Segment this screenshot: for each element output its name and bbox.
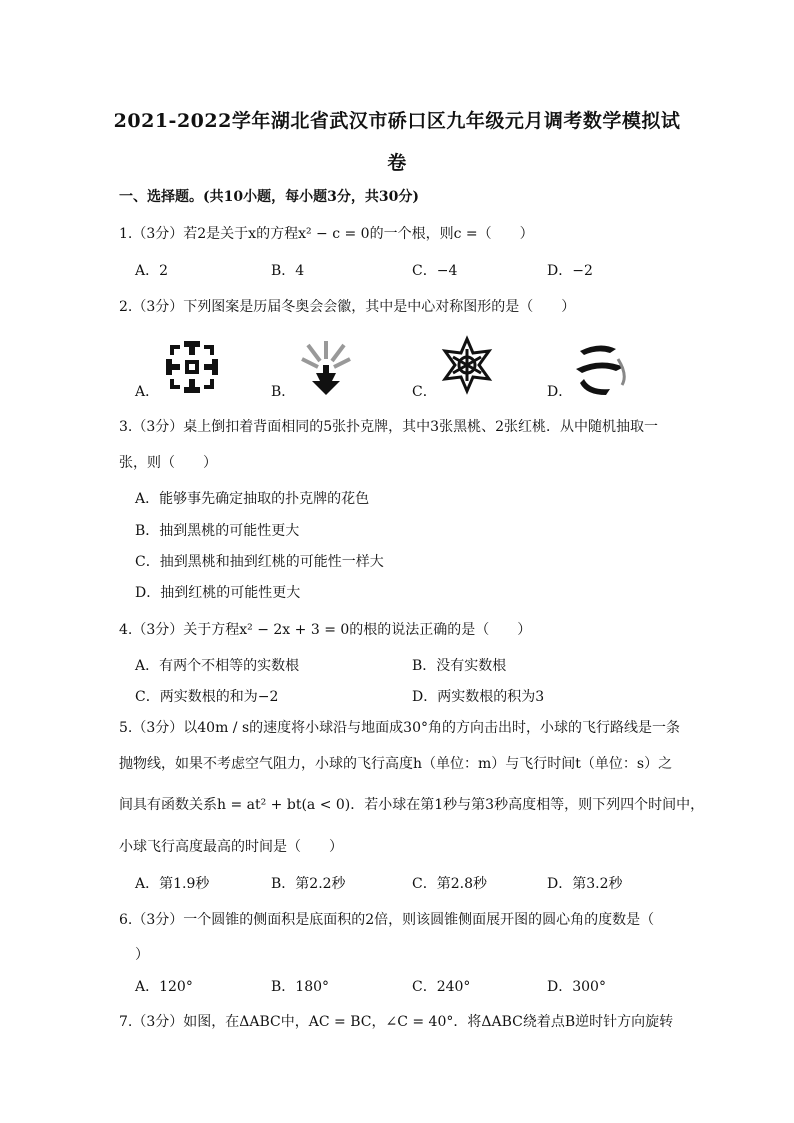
question-3-stem-line2: 张，则（ ）	[119, 455, 217, 471]
question-3-stem-line1: 3.（3分）桌上倒扣着背面相同的5张扑克牌，其中3张黑桃、2张红桃．从中随机抽取一	[119, 419, 658, 435]
section-heading: 一、选择题。(共10小题，每小题3分，共30分)	[119, 189, 419, 205]
q2-option-d: D．	[547, 384, 573, 400]
q3-option-a: A．能够事先确定抽取的扑克牌的花色	[135, 491, 370, 507]
q1-option-b: B．4	[271, 263, 305, 279]
page-title-line2: 卷	[387, 152, 407, 174]
q2-option-a: A．	[135, 384, 160, 400]
question-5-stem-line4: 小球飞行高度最高的时间是（ ）	[119, 839, 343, 855]
page-title-line1: 2021-2022学年湖北省武汉市硚口区九年级元月调考数学模拟试	[113, 110, 681, 132]
question-5-stem-line2: 抛物线，如果不考虑空气阻力，小球的飞行高度h（单位：m）与飞行时间t（单位：s）之	[119, 756, 673, 772]
q1-option-a: A．2	[135, 263, 169, 279]
q4-option-b: B．没有实数根	[412, 658, 507, 674]
q5-option-a: A．第1.9秒	[135, 876, 210, 892]
q5-option-d: D．第3.2秒	[547, 876, 623, 892]
q2-option-c: C．	[412, 384, 437, 400]
q5-option-c: C．第2.8秒	[412, 876, 487, 892]
q3-option-d: D．抽到红桃的可能性更大	[135, 585, 301, 601]
q4-option-d: D．两实数根的积为3	[412, 689, 545, 705]
question-6-stem-line2: ）	[135, 947, 149, 963]
question-5-stem-line1: 5.（3分）以40m / s的速度将小球沿与地面成30°角的方向击出时，小球的飞行路线是一条	[119, 720, 680, 736]
q3-option-b: B．抽到黑桃的可能性更大	[135, 523, 300, 539]
emblem-b-icon	[296, 337, 356, 397]
q1-option-d: D．−2	[547, 263, 593, 279]
q2-option-b: B．	[271, 384, 296, 400]
q5-option-b: B．第2.2秒	[271, 876, 346, 892]
emblem-c-icon	[437, 335, 497, 395]
q6-option-c: C．240°	[412, 979, 471, 995]
q4-option-a: A．有两个不相等的实数根	[135, 658, 300, 674]
question-2-stem: 2.（3分）下列图案是历届冬奥会会徽，其中是中心对称图形的是（ ）	[119, 299, 576, 315]
q1-option-c: C．−4	[412, 263, 458, 279]
emblem-d-icon	[570, 339, 630, 399]
question-4-stem: 4.（3分）关于方程x² − 2x + 3 = 0的根的说法正确的是（ ）	[119, 622, 532, 638]
question-5-stem-line3: 间具有函数关系h = at² + bt(a < 0)．若小球在第1秒与第3秒高度相等，则下列四个时间中，	[119, 797, 705, 813]
question-7-stem: 7.（3分）如图，在ΔABC中，AC = BC，∠C = 40°．将ΔABC绕着点B逆时针方向旋转	[119, 1014, 674, 1030]
emblem-a-icon	[162, 337, 222, 397]
q6-option-b: B．180°	[271, 979, 330, 995]
q4-option-c: C．两实数根的和为−2	[135, 689, 279, 705]
q6-option-a: A．120°	[135, 979, 193, 995]
question-1-stem: 1.（3分）若2是关于x的方程x² − c = 0的一个根，则c =（ ）	[119, 226, 534, 242]
q6-option-d: D．300°	[547, 979, 606, 995]
question-6-stem-line1: 6.（3分）一个圆锥的侧面积是底面积的2倍，则该圆锥侧面展开图的圆心角的度数是（	[119, 912, 655, 928]
q3-option-c: C．抽到黑桃和抽到红桃的可能性一样大	[135, 554, 384, 570]
